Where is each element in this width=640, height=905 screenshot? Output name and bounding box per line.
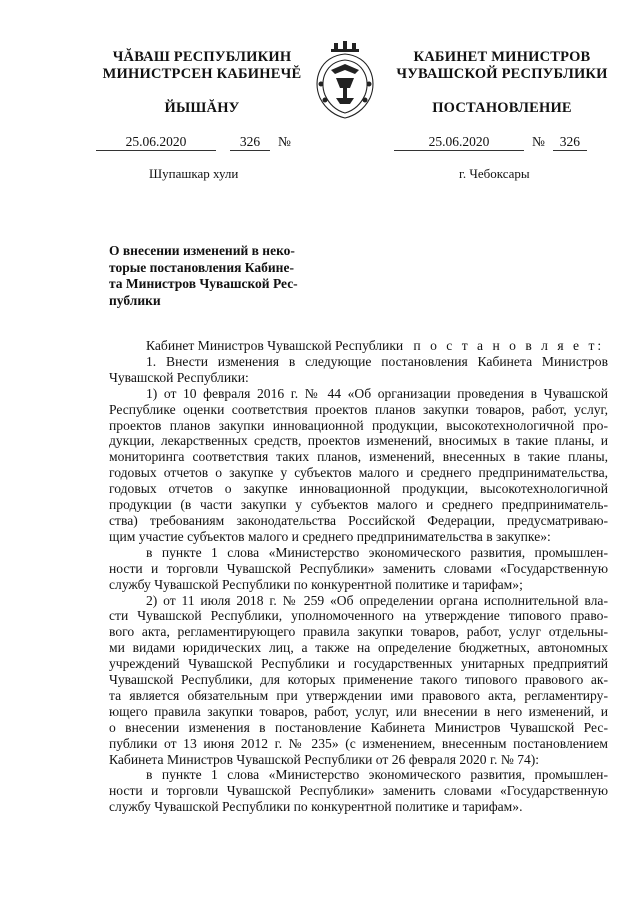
left-number-sign: №: [278, 134, 291, 149]
body-line: Чувашской Республики, для которых применение такого типового правового ак-: [109, 672, 608, 688]
left-date-number-line: [96, 134, 291, 151]
body-line: 2) от 11 июля 2018 г. № 259 «Об определении органа исполнительной вла-: [146, 592, 608, 608]
body-line: о внесении изменения в постановление Кабинета Министров Чувашской Рес-: [109, 719, 608, 735]
left-date: 25.06.2020: [96, 134, 216, 151]
header-left-line2: МИНИСТРСЕН КАБИНЕЧĔ: [102, 66, 302, 82]
body-line: Чувашской Республики:: [109, 369, 249, 385]
right-date-number-line: [394, 134, 587, 151]
left-place: Шупашкар хули: [149, 166, 239, 181]
header-right-block: [394, 49, 610, 83]
intro-line: [109, 338, 608, 354]
body-line: та является обязательным при утверждении ими правового акта, регламентиру-: [109, 687, 608, 703]
document-body: [109, 338, 608, 815]
body-line: ства) требованиям законодательства Российской Федерации, предусматриваю-: [109, 512, 608, 528]
body-line: Республике оценки соответствия проектов планов закупки товаров, работ, услуг,: [109, 401, 608, 417]
title-line: та Министров Чувашской Рес-: [109, 276, 298, 291]
body-line: 1. Внести изменения в следующие постановления Кабинета Министров: [146, 353, 608, 369]
body-line: щим участие субъектов малого и среднего предпринимательства в закупке»:: [109, 528, 551, 544]
body-line: публики от 13 июня 2012 г. № 235» (с изменением, внесенным постановлением: [109, 735, 608, 751]
right-number: 326: [553, 134, 587, 151]
title-line: публики: [109, 292, 161, 308]
coat-of-arms-emblem: [306, 40, 384, 122]
body-line: Кабинета Министров Чувашской Республики от 26 февраля 2020 г. № 74):: [109, 751, 540, 767]
body-line: годовых отчетов о закупке инновационной продукции, высокотехнологичной: [109, 481, 608, 497]
body-line: продукции (в части закупки у субъектов малого и среднего предприниматель-: [109, 497, 608, 513]
intro-text: Кабинет Министров Чувашской Республики: [146, 338, 404, 353]
body-line: службу Чувашской Республики по конкурентной политике и тарифам»;: [109, 576, 523, 592]
body-line: ющего правила закупки товаров, работ, услуг, или внесении в него изменений, и: [109, 703, 608, 719]
body-line: дукции, лекарственных средств, проектов изменений, вносимых в такие планы, и: [109, 433, 608, 449]
header-left-line1: ЧĂВАШ РЕСПУБЛИКИН: [112, 49, 292, 65]
title-line: торые постановления Кабине-: [109, 259, 294, 275]
body-line: в пункте 1 слова «Министерство экономического развития, промышлен-: [146, 767, 608, 783]
body-paragraphs: [109, 354, 608, 815]
title-line: О внесении изменений в неко-: [109, 243, 295, 258]
right-place: г. Чебоксары: [459, 166, 530, 181]
body-line: сти Чувашской Республики, уполномоченного на утверждение типового право-: [109, 608, 608, 624]
right-number-sign: №: [532, 134, 545, 149]
body-line: ми видами юридических лиц, а также на определение бюджетных, автономных: [109, 640, 608, 656]
body-line: ности и торговли Чувашской Республики» заменить словами «Государственную: [109, 560, 608, 576]
body-line: вого акта, регламентирующего правила закупки товаров, работ, услуг отдельны-: [109, 624, 608, 640]
document-title: [109, 243, 309, 309]
body-line: 1) от 10 февраля 2016 г. № 44 «Об организации проведения в Чувашской: [146, 385, 608, 401]
header-left-kind: ЙЫШĂНУ: [164, 100, 240, 116]
body-line: ности и торговли Чувашской Республики» заменить словами «Государственную: [109, 783, 608, 799]
body-line: проектов планов закупки инновационной продукции, высокотехнологичной про-: [109, 417, 608, 433]
body-line: мониторинга соответствия таких планов, изменений, внесенных в такие планы,: [109, 449, 608, 465]
body-line: службу Чувашской Республики по конкурентной политике и тарифам».: [109, 799, 523, 815]
header-right-kind: ПОСТАНОВЛЕНИЕ: [432, 100, 572, 116]
right-date: 25.06.2020: [394, 134, 524, 151]
body-line: годовых отчетов о закупке у субъектов малого и среднего предпринимательства,: [109, 465, 608, 481]
header-right-line1: КАБИНЕТ МИНИСТРОВ: [413, 49, 591, 65]
header-left-block: [96, 49, 308, 83]
header-right-line2: ЧУВАШСКОЙ РЕСПУБЛИКИ: [396, 66, 608, 82]
body-line: в пункте 1 слова «Министерство экономического развития, промышлен-: [146, 544, 608, 560]
left-number: 326: [230, 134, 270, 151]
intro-decree: п о с т а н о в л я е т:: [413, 338, 605, 353]
body-line: учреждений Чувашской Республики и государственных унитарных предприятий: [109, 656, 608, 672]
